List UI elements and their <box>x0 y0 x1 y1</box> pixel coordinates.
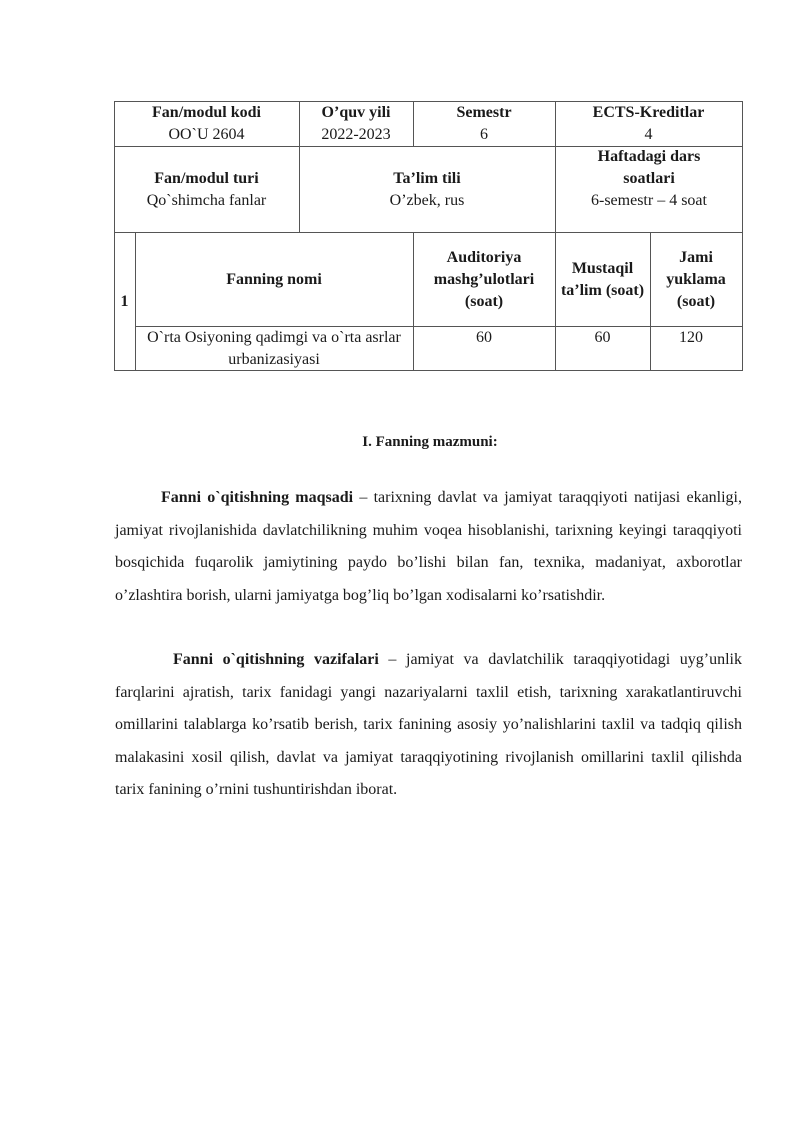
independent-study-value: 60 <box>594 329 611 346</box>
ects-credits-label: ECTS-Kreditlar <box>592 104 705 121</box>
academic-year-cell <box>299 102 413 146</box>
module-code-cell <box>114 102 299 146</box>
academic-year-label: O’quv yili <box>321 104 391 121</box>
weekly-hours-label: Haftadagi dars soatlari <box>597 148 701 187</box>
tasks-text: – jamiyat va davlatchilik taraqqiyotidagi uyg’unlik farqlarini ajratish, tarix fanidagi yangi nazariyalarni taxlil etish, tarixning xarakatlantiruvchi omillarini talablarga ko’rsatib berish, tarix fanining asosiy yo’nalishlarini taxlil va tadqiq qilish malakasini xosil qilish, davlat va jamiyat taraqqiyotining rivojlanish omillarini taxlil qilishda tarix fanining o’rnini tushuntirishdan iborat. <box>115 651 742 798</box>
total-load-value: 120 <box>679 329 703 346</box>
auditorium-hours-value: 60 <box>476 329 492 346</box>
module-type-label: Fan/modul turi <box>154 169 259 187</box>
row-index: 1 <box>120 292 129 310</box>
semester-value: 6 <box>480 126 488 143</box>
weekly-hours-cell <box>575 146 723 232</box>
academic-year-value: 2022-2023 <box>321 126 391 143</box>
module-code-label: Fan/modul kodi <box>152 104 261 121</box>
auditorium-hours-header: Auditoriya mashg’ulotlari (soat) <box>433 248 535 310</box>
ects-credits-cell <box>555 102 742 146</box>
semester-cell <box>413 102 555 146</box>
tasks-paragraph <box>115 644 742 807</box>
tasks-lead: Fanni o`qitishning vazifalari <box>173 651 379 668</box>
language-cell <box>299 147 555 232</box>
ects-credits-value: 4 <box>644 126 653 143</box>
weekly-hours-value: 6-semestr – 4 soat <box>591 192 707 209</box>
module-type-cell <box>114 147 299 232</box>
language-label: Ta’lim tili <box>393 169 461 187</box>
goal-text: – tarixning davlat va jamiyat taraqqiyoti natijasi ekanligi, jamiyat rivojlanishida davlatchilikning muhim voqea hisoblanishi, tarixning keyingi taraqqiyoti bosqichida fuqarolik jamiytining paydo bo’lishi bilan fan, texnika, madaniyat, axborotlar o’zlashtira borish, ularni jamiyatga bog’liq bo’lgan xodisalarni ko’rsatishdir. <box>115 489 743 604</box>
total-load-header: Jami yuklama (soat) <box>666 248 726 310</box>
independent-study-header: Mustaqil ta’lim (soat) <box>560 259 645 299</box>
module-type-value: Qo`shimcha fanlar <box>146 191 267 209</box>
language-value: O’zbek, rus <box>389 191 465 209</box>
subject-name-value: O`rta Osiyoning qadimgi va o`rta asrlar urbanizasiyasi <box>147 329 401 368</box>
subject-name-header: Fanning nomi <box>226 270 322 288</box>
section-heading: I. Fanning mazmuni: <box>362 434 498 450</box>
module-code-value: OO`U 2604 <box>168 126 245 143</box>
semester-label: Semestr <box>456 104 512 121</box>
goal-lead: Fanni o`qitishning maqsadi <box>161 489 354 506</box>
goal-paragraph <box>115 482 742 612</box>
